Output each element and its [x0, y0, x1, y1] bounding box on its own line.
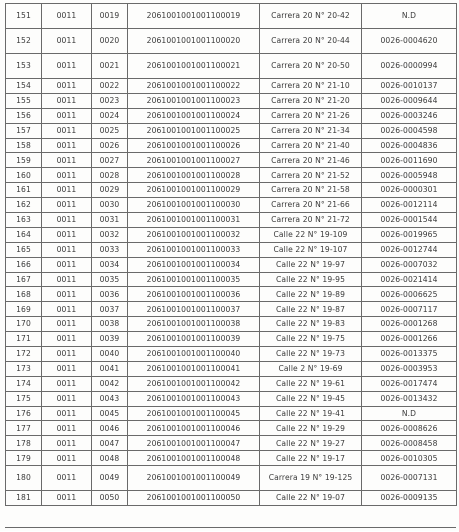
- row-number-cell: 170: [6, 317, 42, 332]
- address-cell: Carrera 20 N° 20-42: [260, 4, 362, 29]
- address-cell: Carrera 20 N° 20-50: [260, 54, 362, 79]
- row-number-cell: 159: [6, 153, 42, 168]
- lot-cell: 0034: [92, 257, 128, 272]
- sector-cell: 0011: [42, 391, 92, 406]
- sector-cell: 0011: [42, 153, 92, 168]
- address-cell: Calle 22 N° 19-17: [260, 451, 362, 466]
- cut-off-row: [5, 527, 456, 532]
- address-cell: Calle 22 N° 19-109: [260, 227, 362, 242]
- sector-cell: 0011: [42, 451, 92, 466]
- lot-cell: 0023: [92, 93, 128, 108]
- cadastral-code-cell: 2061001001001100046: [128, 421, 260, 436]
- reference-cell: 0026-0017474: [362, 376, 457, 391]
- row-number-cell: 171: [6, 332, 42, 347]
- cadastral-code-cell: 2061001001001100042: [128, 376, 260, 391]
- sector-cell: 0011: [42, 108, 92, 123]
- table-row: [6, 138, 457, 153]
- lot-cell: 0021: [92, 54, 128, 79]
- reference-cell: 0026-0001266: [362, 332, 457, 347]
- row-number-cell: 169: [6, 302, 42, 317]
- row-number-cell: 154: [6, 79, 42, 94]
- cadastral-code-cell: 2061001001001100034: [128, 257, 260, 272]
- table-row: [6, 272, 457, 287]
- table-row: [6, 436, 457, 451]
- lot-cell: 0050: [92, 491, 128, 506]
- row-number-cell: 163: [6, 213, 42, 228]
- address-cell: Calle 22 N° 19-75: [260, 332, 362, 347]
- lot-cell: 0036: [92, 287, 128, 302]
- lot-cell: 0042: [92, 376, 128, 391]
- lot-cell: 0032: [92, 227, 128, 242]
- reference-cell: 0026-0000994: [362, 54, 457, 79]
- lot-cell: 0041: [92, 361, 128, 376]
- sector-cell: 0011: [42, 421, 92, 436]
- reference-cell: 0026-0013432: [362, 391, 457, 406]
- sector-cell: 0011: [42, 29, 92, 54]
- table-row: [6, 242, 457, 257]
- reference-cell: 0026-0008626: [362, 421, 457, 436]
- table-row: [6, 491, 457, 506]
- address-cell: Carrera 20 N° 21-40: [260, 138, 362, 153]
- sector-cell: 0011: [42, 332, 92, 347]
- reference-cell: 0026-0001268: [362, 317, 457, 332]
- address-cell: Calle 22 N° 19-29: [260, 421, 362, 436]
- cadastral-code-cell: 2061001001001100029: [128, 183, 260, 198]
- reference-cell: 0026-0013375: [362, 347, 457, 362]
- table-row: [6, 79, 457, 94]
- sector-cell: 0011: [42, 4, 92, 29]
- row-number-cell: 175: [6, 391, 42, 406]
- table-row: [6, 257, 457, 272]
- cadastral-code-cell: 2061001001001100039: [128, 332, 260, 347]
- sector-cell: 0011: [42, 317, 92, 332]
- table-row: [6, 332, 457, 347]
- reference-cell: 0026-0007117: [362, 302, 457, 317]
- cadastral-code-cell: 2061001001001100019: [128, 4, 260, 29]
- lot-cell: 0047: [92, 436, 128, 451]
- row-number-cell: 157: [6, 123, 42, 138]
- sector-cell: 0011: [42, 198, 92, 213]
- reference-cell: 0026-0004620: [362, 29, 457, 54]
- row-number-cell: 152: [6, 29, 42, 54]
- sector-cell: 0011: [42, 491, 92, 506]
- cadastral-code-cell: 2061001001001100033: [128, 242, 260, 257]
- reference-cell: 0026-0009644: [362, 93, 457, 108]
- sector-cell: 0011: [42, 257, 92, 272]
- address-cell: Carrera 20 N° 21-26: [260, 108, 362, 123]
- lot-cell: 0028: [92, 168, 128, 183]
- sector-cell: 0011: [42, 272, 92, 287]
- table-row: [6, 198, 457, 213]
- table-row: [6, 183, 457, 198]
- table-row: [6, 451, 457, 466]
- reference-cell: 0026-0004598: [362, 123, 457, 138]
- table-row: [6, 213, 457, 228]
- row-number-cell: 176: [6, 406, 42, 421]
- table-row: [6, 227, 457, 242]
- address-cell: Carrera 20 N° 21-66: [260, 198, 362, 213]
- row-number-cell: 179: [6, 451, 42, 466]
- row-number-cell: 166: [6, 257, 42, 272]
- cadastral-code-cell: 2061001001001100025: [128, 123, 260, 138]
- lot-cell: 0046: [92, 421, 128, 436]
- cadastral-code-cell: 2061001001001100041: [128, 361, 260, 376]
- address-cell: Calle 22 N° 19-83: [260, 317, 362, 332]
- table-row: [6, 347, 457, 362]
- address-cell: Carrera 20 N° 21-20: [260, 93, 362, 108]
- table-row: [6, 93, 457, 108]
- lot-cell: 0024: [92, 108, 128, 123]
- cadastral-code-cell: 2061001001001100047: [128, 436, 260, 451]
- table-row: [6, 376, 457, 391]
- table-row: [6, 317, 457, 332]
- lot-cell: 0030: [92, 198, 128, 213]
- reference-cell: 0026-0011690: [362, 153, 457, 168]
- lot-cell: 0025: [92, 123, 128, 138]
- lot-cell: 0019: [92, 4, 128, 29]
- reference-cell: N.D: [362, 4, 457, 29]
- cadastral-code-cell: 2061001001001100049: [128, 466, 260, 491]
- address-cell: Carrera 20 N° 21-52: [260, 168, 362, 183]
- address-cell: Carrera 20 N° 21-58: [260, 183, 362, 198]
- property-register-table: [5, 3, 457, 506]
- sector-cell: 0011: [42, 406, 92, 421]
- reference-cell: 0026-0006625: [362, 287, 457, 302]
- row-number-cell: 158: [6, 138, 42, 153]
- address-cell: Carrera 19 N° 19-125: [260, 466, 362, 491]
- lot-cell: 0020: [92, 29, 128, 54]
- cadastral-code-cell: 2061001001001100026: [128, 138, 260, 153]
- reference-cell: 0026-0012744: [362, 242, 457, 257]
- address-cell: Calle 22 N° 19-95: [260, 272, 362, 287]
- cadastral-code-cell: 2061001001001100045: [128, 406, 260, 421]
- reference-cell: 0026-0010305: [362, 451, 457, 466]
- address-cell: Carrera 20 N° 21-72: [260, 213, 362, 228]
- address-cell: Calle 22 N° 19-41: [260, 406, 362, 421]
- row-number-cell: 164: [6, 227, 42, 242]
- sector-cell: 0011: [42, 436, 92, 451]
- table-row: [6, 29, 457, 54]
- lot-cell: 0045: [92, 406, 128, 421]
- address-cell: Calle 22 N° 19-89: [260, 287, 362, 302]
- sector-cell: 0011: [42, 123, 92, 138]
- sector-cell: 0011: [42, 227, 92, 242]
- lot-cell: 0033: [92, 242, 128, 257]
- lot-cell: 0048: [92, 451, 128, 466]
- sector-cell: 0011: [42, 242, 92, 257]
- table-row: [6, 466, 457, 491]
- table-row: [6, 54, 457, 79]
- table-row: [6, 4, 457, 29]
- table-row: [6, 391, 457, 406]
- reference-cell: 0026-0003246: [362, 108, 457, 123]
- cadastral-code-cell: 2061001001001100028: [128, 168, 260, 183]
- lot-cell: 0031: [92, 213, 128, 228]
- address-cell: Calle 22 N° 19-107: [260, 242, 362, 257]
- lot-cell: 0038: [92, 317, 128, 332]
- sector-cell: 0011: [42, 93, 92, 108]
- address-cell: Carrera 20 N° 20-44: [260, 29, 362, 54]
- sector-cell: 0011: [42, 138, 92, 153]
- table-row: [6, 153, 457, 168]
- lot-cell: 0027: [92, 153, 128, 168]
- address-cell: Calle 22 N° 19-07: [260, 491, 362, 506]
- reference-cell: 0026-0010137: [362, 79, 457, 94]
- cadastral-code-cell: 2061001001001100030: [128, 198, 260, 213]
- address-cell: Calle 2 N° 19-69: [260, 361, 362, 376]
- row-number-cell: 174: [6, 376, 42, 391]
- lot-cell: 0039: [92, 332, 128, 347]
- row-number-cell: 172: [6, 347, 42, 362]
- address-cell: Calle 22 N° 19-27: [260, 436, 362, 451]
- address-cell: Carrera 20 N° 21-10: [260, 79, 362, 94]
- cadastral-code-cell: 2061001001001100040: [128, 347, 260, 362]
- sector-cell: 0011: [42, 287, 92, 302]
- table-row: [6, 123, 457, 138]
- cadastral-code-cell: 2061001001001100035: [128, 272, 260, 287]
- address-cell: Carrera 20 N° 21-34: [260, 123, 362, 138]
- lot-cell: 0035: [92, 272, 128, 287]
- reference-cell: 0026-0021414: [362, 272, 457, 287]
- cadastral-code-cell: 2061001001001100031: [128, 213, 260, 228]
- row-number-cell: 167: [6, 272, 42, 287]
- sector-cell: 0011: [42, 54, 92, 79]
- reference-cell: 0026-0001544: [362, 213, 457, 228]
- table-body: [6, 4, 457, 506]
- sector-cell: 0011: [42, 361, 92, 376]
- reference-cell: 0026-0009135: [362, 491, 457, 506]
- table-row: [6, 287, 457, 302]
- address-cell: Calle 22 N° 19-73: [260, 347, 362, 362]
- sector-cell: 0011: [42, 466, 92, 491]
- reference-cell: 0026-0007032: [362, 257, 457, 272]
- sector-cell: 0011: [42, 213, 92, 228]
- sector-cell: 0011: [42, 347, 92, 362]
- lot-cell: 0029: [92, 183, 128, 198]
- lot-cell: 0049: [92, 466, 128, 491]
- cadastral-code-cell: 2061001001001100023: [128, 93, 260, 108]
- row-number-cell: 153: [6, 54, 42, 79]
- cadastral-code-cell: 2061001001001100048: [128, 451, 260, 466]
- reference-cell: N.D: [362, 406, 457, 421]
- cadastral-code-cell: 2061001001001100032: [128, 227, 260, 242]
- cadastral-code-cell: 2061001001001100036: [128, 287, 260, 302]
- reference-cell: 0026-0003953: [362, 361, 457, 376]
- sector-cell: 0011: [42, 302, 92, 317]
- row-number-cell: 165: [6, 242, 42, 257]
- address-cell: Carrera 20 N° 21-46: [260, 153, 362, 168]
- lot-cell: 0022: [92, 79, 128, 94]
- reference-cell: 0026-0005948: [362, 168, 457, 183]
- cadastral-code-cell: 2061001001001100038: [128, 317, 260, 332]
- row-number-cell: 168: [6, 287, 42, 302]
- table-row: [6, 421, 457, 436]
- reference-cell: 0026-0000301: [362, 183, 457, 198]
- table-row: [6, 361, 457, 376]
- address-cell: Calle 22 N° 19-87: [260, 302, 362, 317]
- row-number-cell: 178: [6, 436, 42, 451]
- table-row: [6, 406, 457, 421]
- row-number-cell: 156: [6, 108, 42, 123]
- row-number-cell: 173: [6, 361, 42, 376]
- row-number-cell: 177: [6, 421, 42, 436]
- cadastral-code-cell: 2061001001001100021: [128, 54, 260, 79]
- row-number-cell: 162: [6, 198, 42, 213]
- lot-cell: 0026: [92, 138, 128, 153]
- cadastral-code-cell: 2061001001001100022: [128, 79, 260, 94]
- row-number-cell: 160: [6, 168, 42, 183]
- row-number-cell: 155: [6, 93, 42, 108]
- lot-cell: 0040: [92, 347, 128, 362]
- reference-cell: 0026-0004836: [362, 138, 457, 153]
- row-number-cell: 151: [6, 4, 42, 29]
- sector-cell: 0011: [42, 183, 92, 198]
- cadastral-code-cell: 2061001001001100024: [128, 108, 260, 123]
- table-row: [6, 302, 457, 317]
- lot-cell: 0037: [92, 302, 128, 317]
- sector-cell: 0011: [42, 168, 92, 183]
- cadastral-code-cell: 2061001001001100043: [128, 391, 260, 406]
- row-number-cell: 181: [6, 491, 42, 506]
- cadastral-code-cell: 2061001001001100050: [128, 491, 260, 506]
- row-number-cell: 161: [6, 183, 42, 198]
- reference-cell: 0026-0012114: [362, 198, 457, 213]
- table-row: [6, 168, 457, 183]
- address-cell: Calle 22 N° 19-97: [260, 257, 362, 272]
- cadastral-code-cell: 2061001001001100027: [128, 153, 260, 168]
- address-cell: Calle 22 N° 19-61: [260, 376, 362, 391]
- row-number-cell: 180: [6, 466, 42, 491]
- reference-cell: 0026-0008458: [362, 436, 457, 451]
- address-cell: Calle 22 N° 19-45: [260, 391, 362, 406]
- lot-cell: 0043: [92, 391, 128, 406]
- sector-cell: 0011: [42, 79, 92, 94]
- table-row: [6, 108, 457, 123]
- sector-cell: 0011: [42, 376, 92, 391]
- cadastral-code-cell: 2061001001001100037: [128, 302, 260, 317]
- reference-cell: 0026-0019965: [362, 227, 457, 242]
- reference-cell: 0026-0007131: [362, 466, 457, 491]
- cadastral-code-cell: 2061001001001100020: [128, 29, 260, 54]
